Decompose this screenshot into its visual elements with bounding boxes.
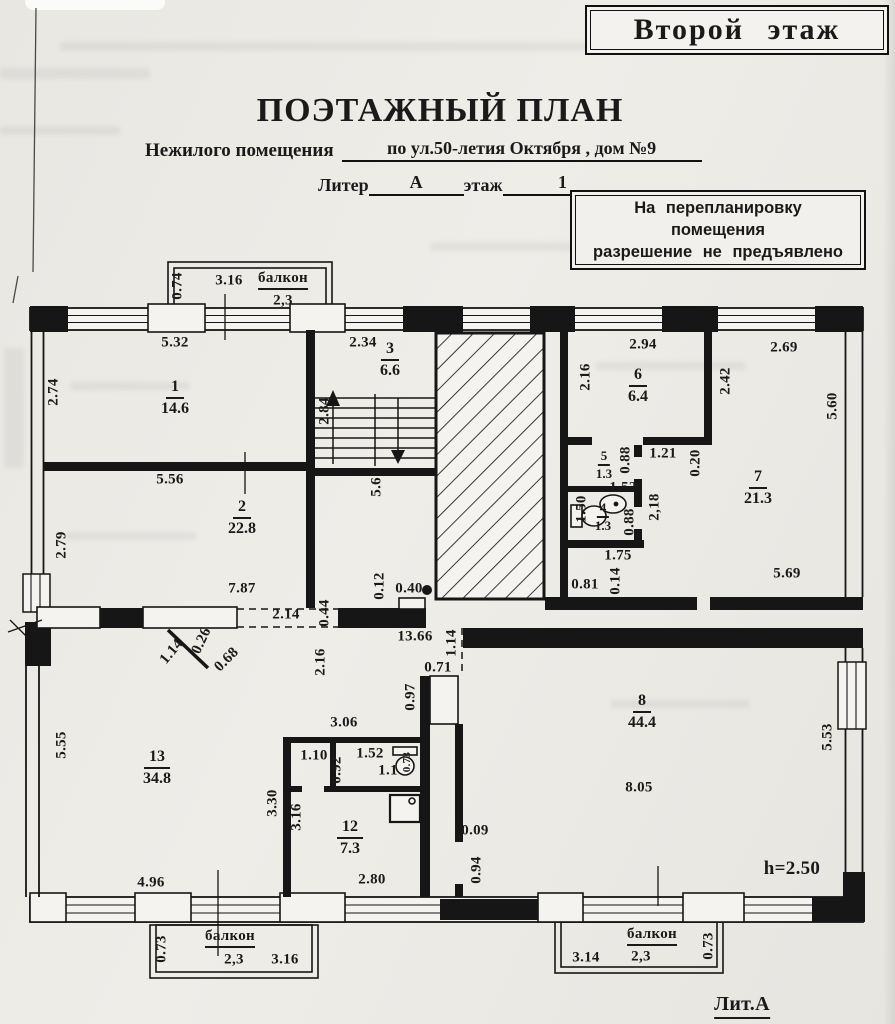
room-label-2: 2 22.8	[228, 498, 256, 538]
ceiling-height-note: h=2.50	[763, 858, 821, 879]
balcony-bl-label: балкон	[205, 928, 255, 948]
dim-door-114: 1.14	[156, 636, 187, 668]
dim-room6-left: 2.16	[577, 363, 594, 391]
room-label-12: 12 7.3	[337, 818, 363, 859]
dim-room6-door: 1.21	[649, 445, 677, 462]
dim-room1-left: 2.74	[45, 378, 62, 406]
dim-room13-bottom: 4.96	[137, 874, 165, 891]
dim-room6-top: 2.94	[629, 336, 657, 353]
balcony-top-label: балкон	[258, 270, 308, 290]
dim-040: 0.40	[395, 580, 423, 597]
floor-field-label: этаж	[463, 175, 503, 195]
liter-value: А	[369, 172, 464, 196]
dim-room1-width: 5.32	[161, 334, 189, 351]
scan-fold-lines	[13, 8, 36, 303]
dim-room7-right: 5.60	[824, 392, 841, 420]
balcony-br-width: 3.14	[572, 949, 600, 966]
dim-room7-bottom: 5.69	[773, 565, 801, 582]
room-label-1: 1 14.6	[161, 378, 189, 418]
subtitle-label: Нежилого помещения	[145, 140, 334, 161]
balcony-bl-area: 2,3	[224, 951, 244, 968]
dim-wc12-small: 0.73	[401, 751, 413, 773]
top-wall	[30, 304, 863, 332]
dim-room7-top: 2.69	[770, 339, 798, 356]
balcony-top-depth: 0.74	[169, 272, 186, 300]
dim-room12-bottom: 2.80	[358, 871, 386, 888]
dim-room13-wall: 3.30	[264, 789, 281, 817]
balcony-bl-depth: 0.73	[153, 935, 170, 963]
dim-wc12-depth: 0.92	[328, 756, 345, 784]
dim-room2-top: 5.56	[156, 471, 184, 488]
sink-drain-icon	[409, 798, 415, 804]
dim-duct-097: 0.97	[402, 683, 419, 711]
dim-corridor-218: 2,18	[646, 493, 663, 521]
dim-door-094: 0.94	[468, 856, 485, 884]
dim-wall-014: 0.14	[607, 567, 624, 595]
floor-banner-text: Второй этаж	[590, 10, 884, 50]
dim-duct-114: 1.14	[443, 629, 460, 657]
dim-mid-length: 13.66	[397, 628, 433, 645]
dim-wc4-length: 1.50	[573, 495, 590, 523]
room-label-13: 13 34.8	[143, 748, 171, 788]
dim-wc12-left: 1.10	[300, 747, 328, 764]
balcony-bl-width: 3.16	[271, 951, 299, 968]
dim-wc5-width: 1.52	[609, 479, 637, 496]
sink-square-icon	[390, 795, 420, 822]
dim-corridor-081: 0.81	[571, 576, 599, 593]
dim-068: 0.68	[211, 644, 243, 676]
dim-wc12-right: 1.52	[356, 745, 384, 762]
right-wall-window	[838, 662, 866, 729]
balcony-br-label: балкон	[627, 926, 677, 946]
column-dot	[422, 585, 432, 595]
dim-044: 0.44	[316, 599, 333, 627]
room-label-8: 8 44.4	[628, 692, 656, 732]
footer-liter: Лит.А	[714, 993, 770, 1019]
room-label-7: 7 21.3	[744, 468, 772, 508]
dim-room12-left: 3.16	[288, 803, 305, 831]
dim-opening: 2.14	[272, 606, 300, 623]
dim-room8-right: 5.53	[819, 723, 836, 751]
room-label-5: 5 1.3	[595, 448, 613, 481]
dim-corridor13: 2.16	[312, 648, 329, 676]
page-title: ПОЭТАЖНЫЙ ПЛАН	[256, 92, 624, 129]
balcony-br-depth: 0.73	[700, 932, 717, 960]
dim-room8-bottom: 8.05	[625, 779, 653, 796]
dim-duct-071: 0.71	[424, 659, 452, 676]
dim-wc4-door: 0.88	[621, 508, 638, 536]
dim-wc12-top: 3.06	[330, 714, 358, 731]
dim-room13-left: 5.55	[53, 731, 70, 759]
stairs-down-arrowhead	[391, 450, 405, 464]
balcony-top-area: 2,3	[273, 292, 293, 309]
dim-jog: 0.20	[687, 449, 704, 477]
dim-stair-hall: 5.61	[368, 469, 385, 497]
balcony-top-width: 3.16	[215, 272, 243, 289]
room-label-6: 6 6.4	[628, 366, 648, 406]
dim-009: 0.09	[461, 822, 489, 839]
hatched-shaft	[436, 333, 544, 599]
note-line-1: На перепланировку	[634, 199, 802, 217]
dim-room3-width: 2.34	[349, 334, 377, 351]
balcony-br-area: 2,3	[631, 948, 651, 965]
note-line-3: разрешение не предъявлено	[593, 243, 843, 261]
dim-026: 0.26	[188, 624, 215, 657]
subtitle-address: по ул.50-летия Октября , дом №9	[342, 138, 702, 162]
dim-room2-bottom: 7.87	[228, 580, 256, 597]
dim-corridor-175: 1.75	[604, 547, 632, 564]
dim-room6-right: 2.42	[717, 367, 734, 395]
dim-room2-left: 2.79	[53, 531, 70, 559]
dim-stair-width: 2.84	[316, 397, 333, 425]
note-line-2: помещения	[670, 221, 766, 239]
dim-wc12-width: 1.1	[378, 762, 398, 779]
floor-field-value: 1	[503, 172, 623, 196]
room-label-4: 4 1.3	[594, 500, 612, 533]
dim-012: 0.12	[371, 572, 388, 600]
dim-wc5-door: 0.88	[617, 446, 634, 474]
liter-label: Литер	[318, 175, 369, 195]
room-label-3: 3 6.6	[380, 340, 400, 380]
